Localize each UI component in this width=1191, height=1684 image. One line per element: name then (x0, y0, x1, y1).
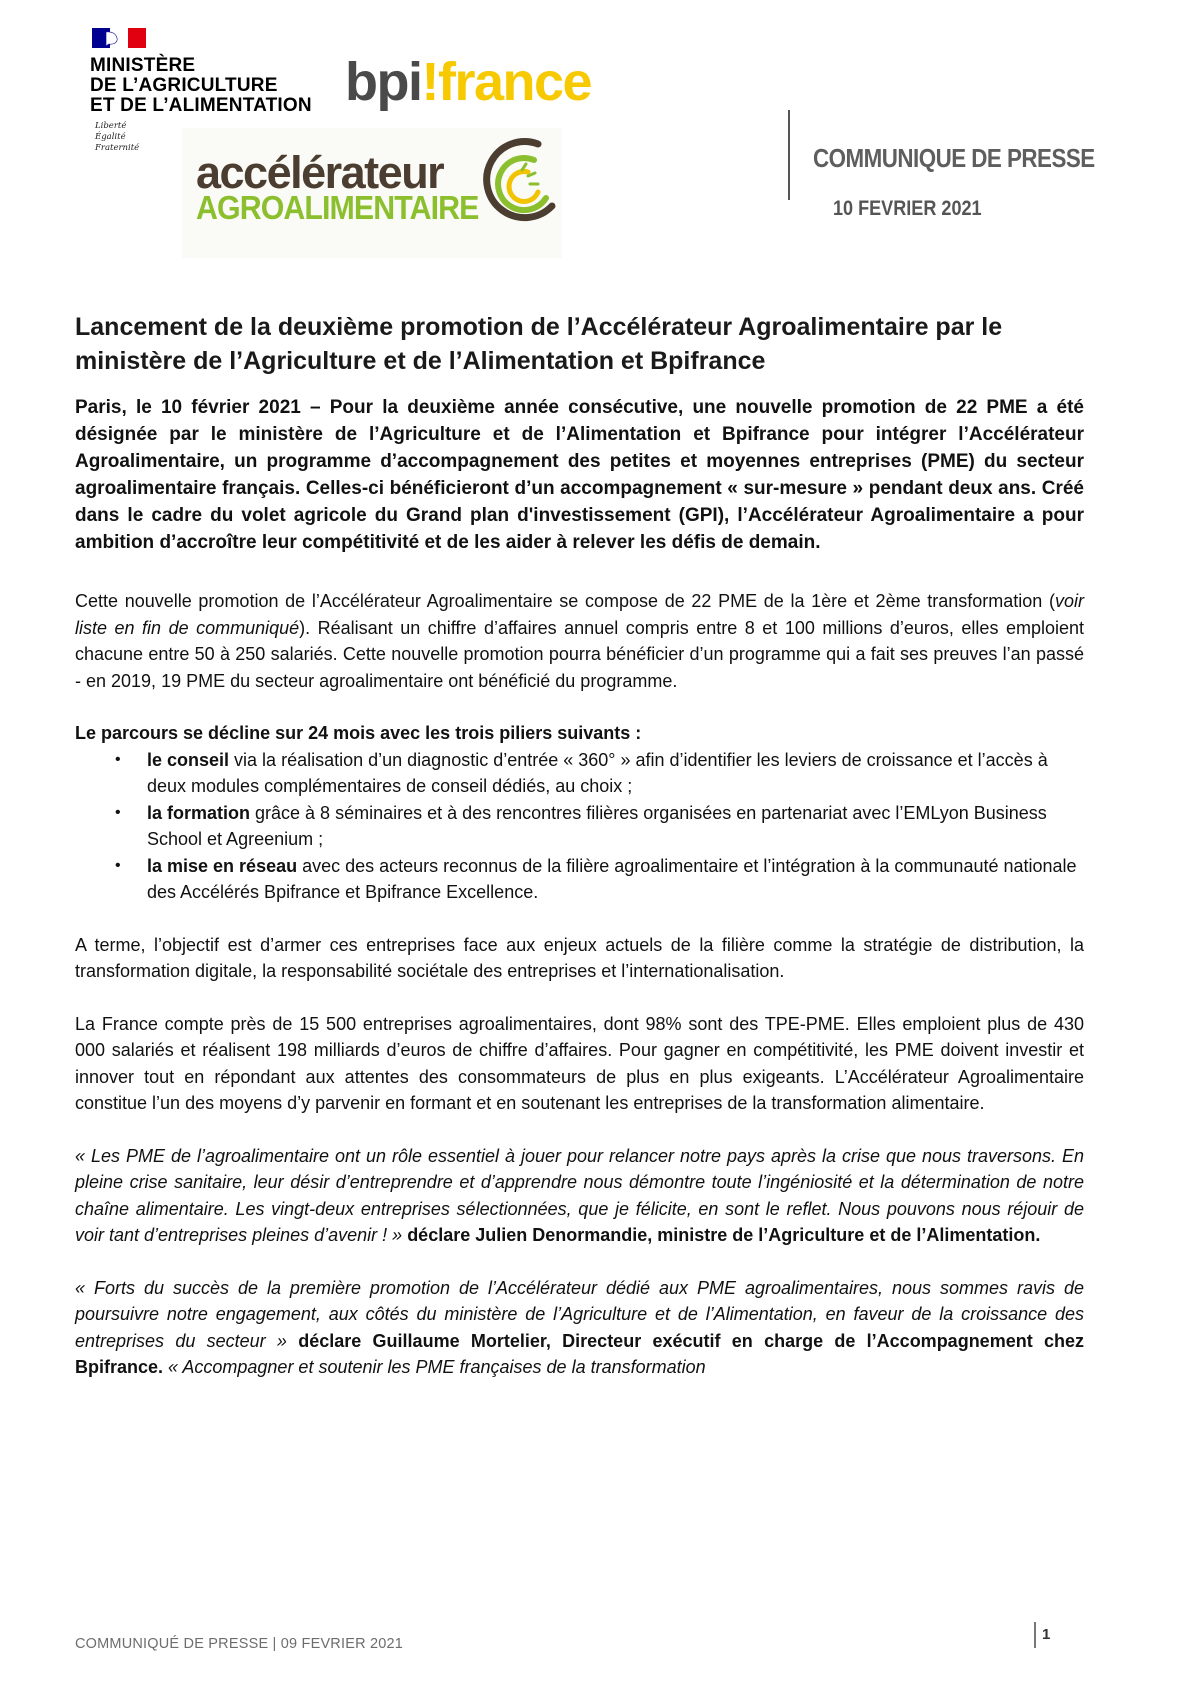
bullet-icon: • (115, 750, 121, 768)
article-body (75, 310, 1084, 1407)
pillars-intro: Le parcours se décline sur 24 mois avec les trois piliers suivants : (75, 723, 642, 743)
motto-line: Égalité (95, 132, 126, 142)
pillar-term: la formation (147, 802, 251, 823)
article-title: Lancement de la deuxième promotion de l’Accélérateur Agroalimentaire par le ministère de l’Agriculture et de l’Alimentation et Bpifrance (75, 313, 1003, 375)
ministry-name (90, 56, 312, 116)
list-item (75, 800, 1084, 853)
pillars-list (75, 747, 1084, 906)
marianne-flag-icon (92, 28, 146, 48)
paragraph-promotion-part1: Cette nouvelle promotion de l’Accélérateur Agroalimentaire se compose de 22 PME de la 1ère et 2ème transformation ( (75, 591, 1055, 611)
list-item (75, 747, 1084, 800)
pillar-text: avec des acteurs reconnus de la filière agroalimentaire et l’intégration à la communauté nationale des Accélérés Bpifrance et Bpifrance Excellence. (147, 855, 1077, 902)
republic-motto (95, 121, 139, 154)
motto-line: Fraternité (95, 143, 140, 153)
ministry-line: ET DE L’ALIMENTATION (90, 95, 312, 116)
quote-continuation: « Accompagner et soutenir les PME françaises de la transformation (163, 1357, 706, 1377)
bpifrance-logo-bpi: bpi (345, 52, 422, 112)
pillar-term: le conseil (147, 749, 230, 770)
bpifrance-logo-france: france (437, 52, 592, 112)
header-divider (788, 110, 790, 200)
paragraph-promotion-part2: ). Réalisant un chiffre d’affaires annuel compris entre 8 et 100 millions d’euros, elles emploient chacune entre 50 à 250 salariés. Cette nouvelle promotion pourra bénéficier d’un programme qui a fait ses preuves l’an passé - en 2019, 19 PME du secteur agroalimentaire ont bénéficié du programme. (75, 617, 1084, 691)
quote-attribution: déclare Guillaume Mortelier, Directeur exécutif en charge de l’Accompagnement chez Bpifrance. (75, 1330, 1085, 1377)
quote-attribution: déclare Julien Denormandie, ministre de l’Agriculture et de l’Alimentation. (402, 1225, 1041, 1245)
paragraph-promotion (75, 588, 1084, 694)
footer-label: COMMUNIQUÉ DE PRESSE | 09 FEVRIER 2021 (75, 1636, 404, 1652)
article-lead: Paris, le 10 février 2021 – Pour la deuxième année consécutive, une nouvelle promotion de 22 PME a été désignée par le ministère de l’Agriculture et de l’Alimentation et Bpifrance pour intégrer l’Accélérateur Agroalimentaire, un programme d’accompagnement des petites et moyennes entreprises (PME) du secteur agroalimentaire français. Celles-ci bénéficieront d’un accompagnement « sur-mesure » pendant deux ans. Créé dans le cadre du volet agricole du Grand plan d'investissement (GPI), l’Accélérateur Agroalimentaire a pour ambition d’accroître leur compétitivité et de les aider à relever les défis de demain. (75, 397, 1084, 553)
list-item (75, 853, 1084, 906)
pillar-term: la mise en réseau (147, 855, 298, 876)
paragraph-promotion-italic: voir liste en fin de communiqué (75, 591, 1084, 638)
bullet-icon: • (115, 856, 121, 874)
quote-mortelier (75, 1275, 1084, 1381)
quote-text: « Forts du succès de la première promotion de l’Accélérateur dédié aux PME agroalimentaires, nous sommes ravis de poursuivre notre engagement, aux côtés du ministère de l’Agriculture et de l’Alimentation, en faveur de la croissance des entreprises du secteur » (75, 1277, 1084, 1351)
page-number: 1 (1042, 1626, 1051, 1643)
ministry-line: MINISTÈRE (90, 55, 196, 76)
footer-divider (1034, 1622, 1036, 1648)
accelerateur-emblem-icon (478, 134, 562, 230)
paragraph-statistics: La France compte près de 15 500 entreprises agroalimentaires, dont 98% sont des TPE-PME. Elles emploient plus de 430 000 salariés et réalisent 198 milliards d’euros de chiffre d’affaires. Pour gagner en compétitivité, les PME doivent investir et innover tout en répondant aux attentes des consommateurs de plus en plus exigeants. L’Accélérateur Agroalimentaire constitue l’un des moyens d’y parvenir en formant et en soutenant les entreprises de la transformation alimentaire. (75, 1013, 1084, 1113)
quote-text: « Les PME de l’agroalimentaire ont un rôle essentiel à jouer pour relancer notre pays après la crise que nous traversons. En pleine crise sanitaire, leur désir d’entreprendre et d’apprendre nous démontre toute l’ingéniosité et la détermination de notre chaîne alimentaire. Les vingt-deux entreprises sélectionnées, que je félicite, en sont le reflet. Nous pouvons nous réjouir de voir tant d’entreprises pleines d’avenir ! » (75, 1145, 1084, 1245)
paragraph-objective: A terme, l’objectif est d’armer ces entreprises face aux enjeux actuels de la filière comme la stratégie de distribution, la transformation digitale, la responsabilité sociétale des entreprises et l’internationalisation. (75, 934, 1084, 981)
bullet-icon: • (115, 803, 121, 821)
bpifrance-logo-bang: ! (421, 52, 438, 112)
press-release-date: 10 FEVRIER 2021 (833, 197, 982, 220)
accelerateur-logo-line1: accélérateur (196, 147, 444, 198)
bpifrance-logo (345, 52, 591, 112)
ministry-line: DE L’AGRICULTURE (90, 75, 278, 96)
pillar-text: via la réalisation d’un diagnostic d’entrée « 360° » afin d’identifier les leviers de croissance et l’accès à deux modules complémentaires de conseil dédiés, au choix ; (147, 749, 1048, 796)
accelerateur-logo-line2: AGROALIMENTAIRE (196, 189, 479, 226)
motto-line: Liberté (95, 121, 127, 131)
quote-denormandie (75, 1143, 1084, 1249)
pillar-text: grâce à 8 séminaires et à des rencontres filières organisées en partenariat avec l’EMLyon Business School et Agreenium ; (147, 802, 1047, 849)
press-release-title: COMMUNIQUE DE PRESSE (813, 143, 1095, 173)
